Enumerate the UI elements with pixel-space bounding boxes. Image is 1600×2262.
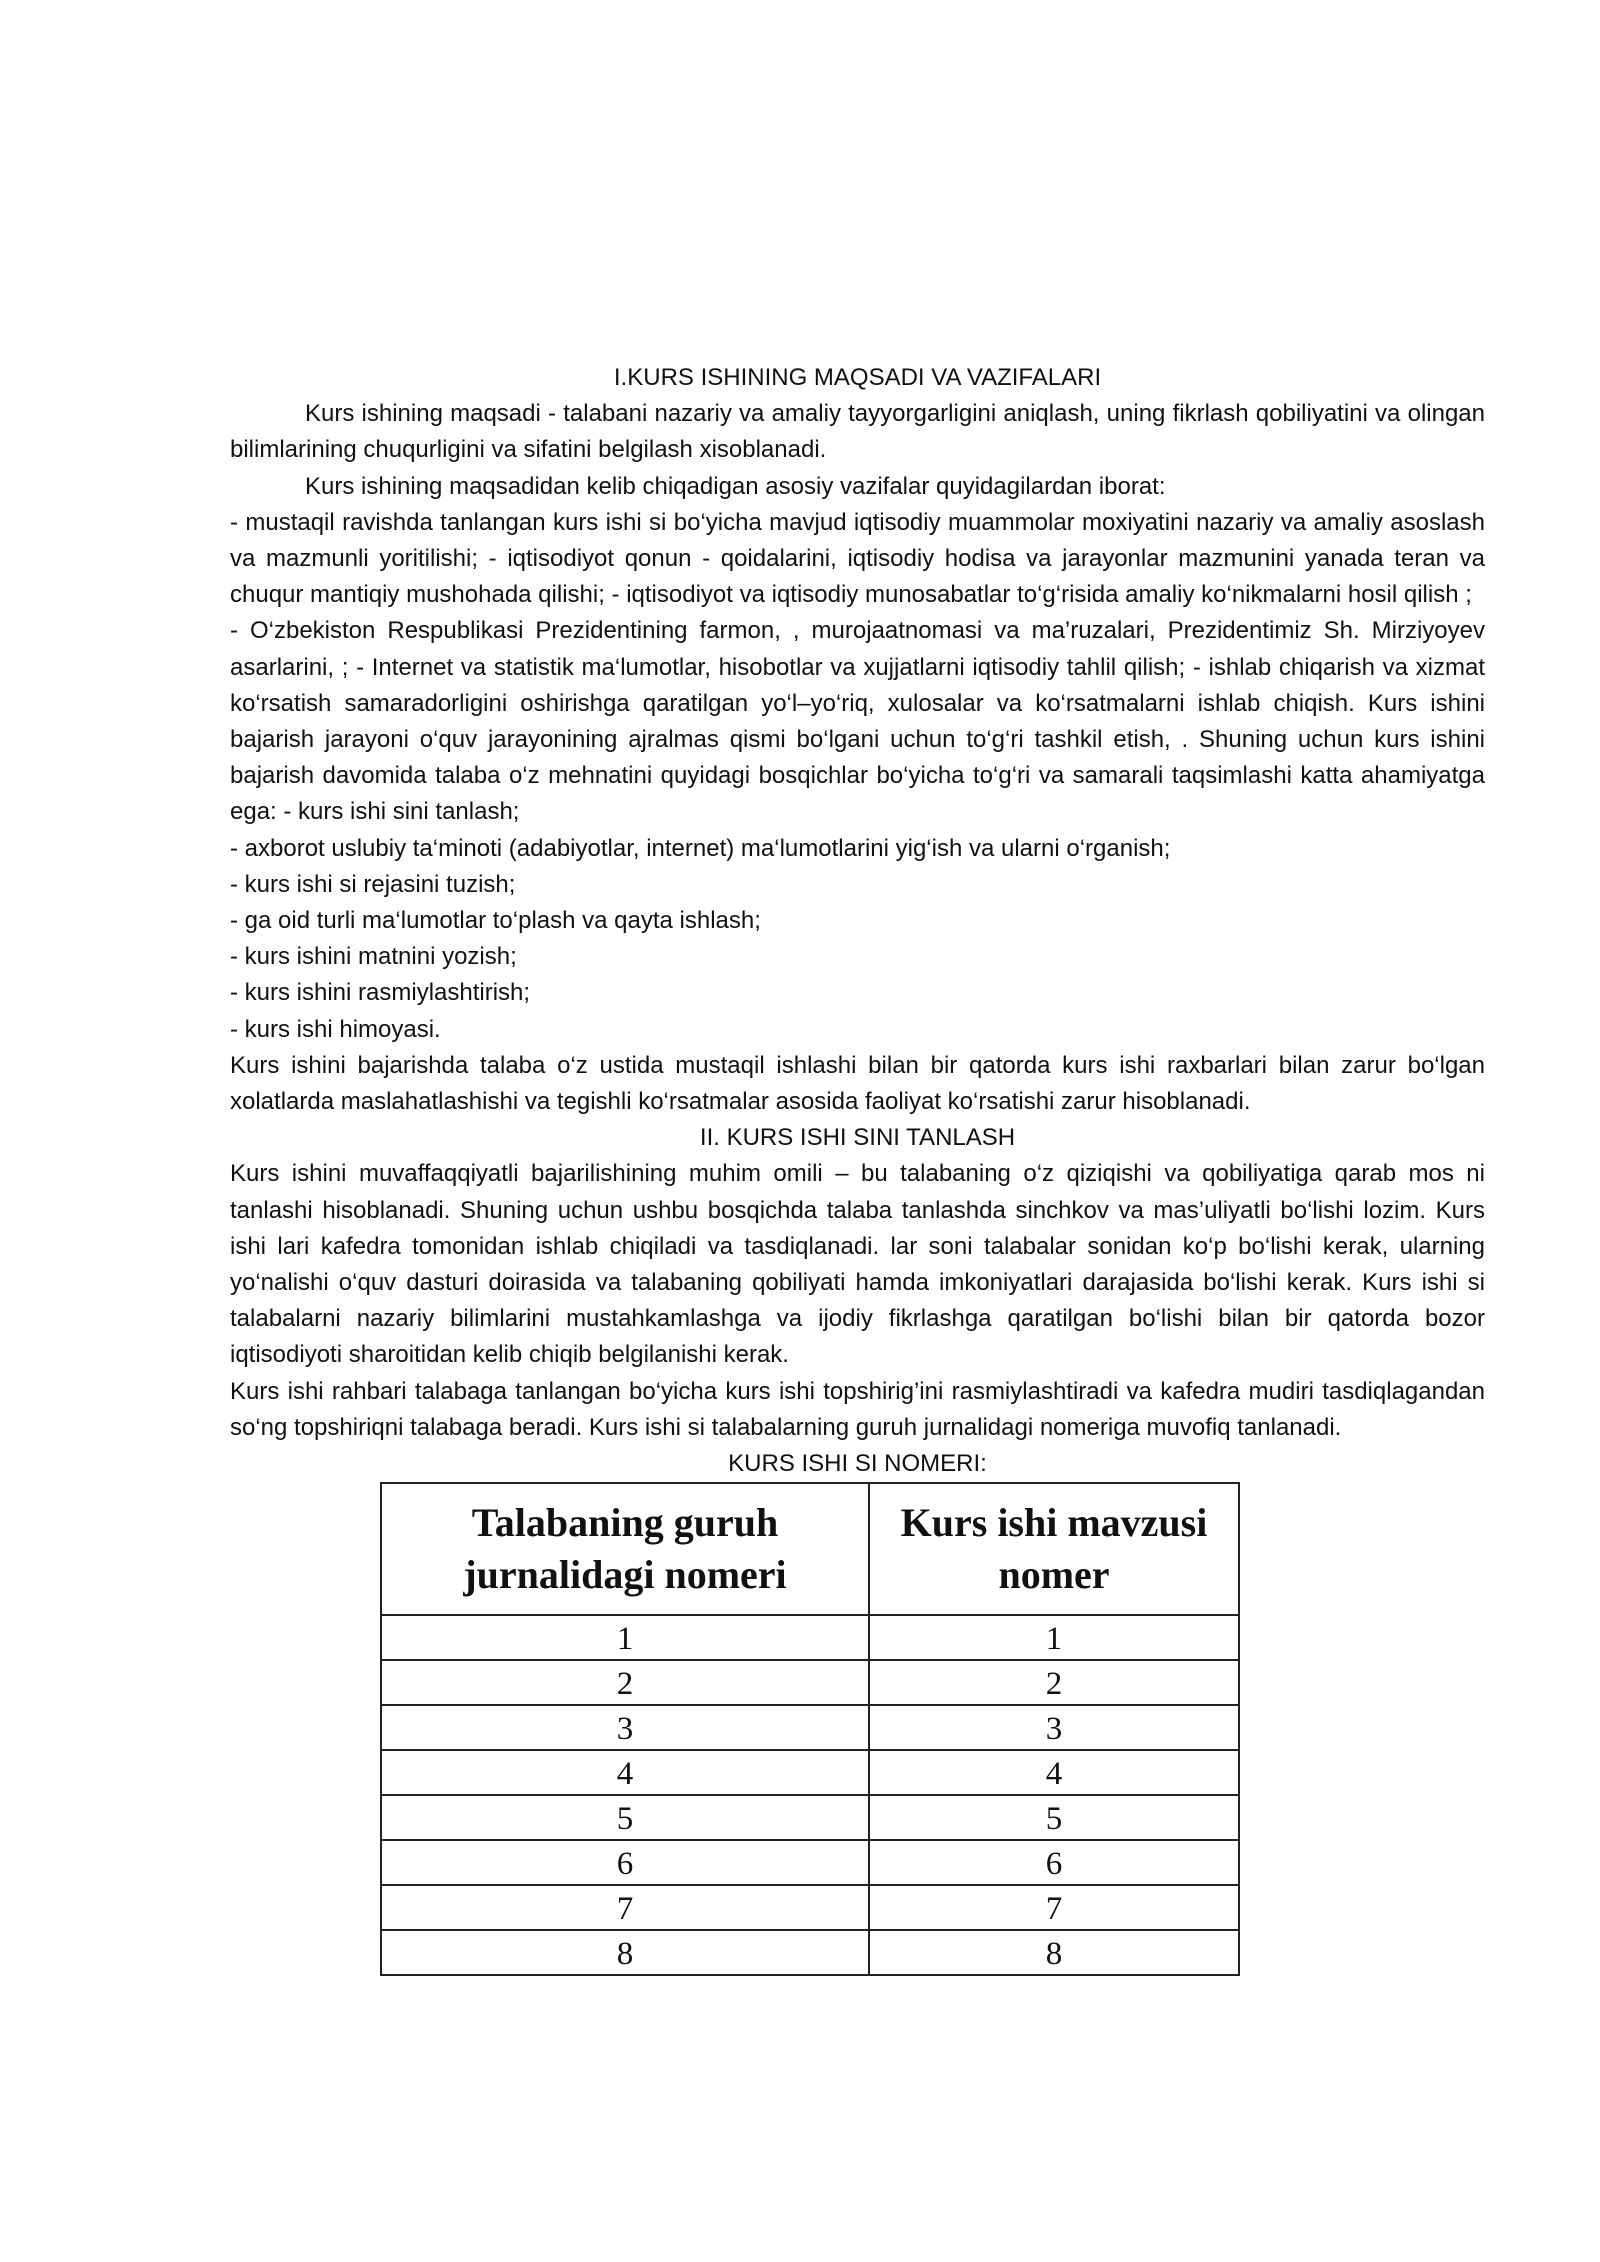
table-row	[381, 1615, 1239, 1660]
table-cell: 7	[381, 1885, 869, 1930]
section-2-title: II. KURS ISHI SINI TANLASH	[699, 1124, 1016, 1152]
table-row	[381, 1705, 1239, 1750]
paragraph-goal: Kurs ishining maqsadi - talabani nazariy va amaliy tayyorgarligini aniqlash, uning fikrlash qobiliyatini va olingan bilimlarining chuqurligini va sifatini belgilash xisoblanadi.	[230, 400, 1485, 464]
table-cell: 6	[869, 1840, 1239, 1885]
table-cell: 1	[869, 1615, 1239, 1660]
list-item: - ga oid turli ma‘lumotlar to‘plash va qayta ishlash;	[230, 907, 761, 935]
document-body	[230, 360, 1485, 1976]
table-cell: 1	[381, 1615, 869, 1660]
table-row	[381, 1750, 1239, 1795]
table-cell: 7	[869, 1885, 1239, 1930]
paragraph-assignment: Kurs ishi rahbari talabaga tanlangan bo‘yicha kurs ishi topshirig’ini rasmiylashtiradi va kafedra mudiri tasdiqlagandan so‘ng topshiriqni talabaga beradi. Kurs ishi si talabalarning guruh jurnalidagi nomeriga muvofiq tanlanadi.	[230, 1377, 1485, 1441]
table-cell: 4	[381, 1750, 869, 1795]
table-cell: 8	[869, 1930, 1239, 1975]
table-header-row	[381, 1483, 1239, 1615]
table-row	[381, 1885, 1239, 1930]
table-row	[381, 1930, 1239, 1975]
topic-number-table	[380, 1482, 1240, 1976]
table-row	[381, 1840, 1239, 1885]
table-caption: KURS ISHI SI NOMERI:	[728, 1450, 987, 1478]
table-cell: 6	[381, 1840, 869, 1885]
table-cell: 4	[869, 1750, 1239, 1795]
table-cell: 5	[869, 1795, 1239, 1840]
table-row	[381, 1660, 1239, 1705]
table-row	[381, 1795, 1239, 1840]
paragraph-tasks-2: - O‘zbekiston Respublikasi Prezidentining farmon, , murojaatnomasi va ma’ruzalari, Prezidentimiz Sh. Mirziyoyev asarlarini, ; - Internet va statistik ma‘lumotlar, hisobotlar va xujjatlarni iqtisodiy tahlil qilish; - ishlab chiqarish va xizmat ko‘rsatish samaradorligini oshirishga qaratilgan yo‘l–yo‘riq, xulosalar va ko‘rsatmalarni ishlab chiqish. Kurs ishini bajarish jarayoni o‘quv jarayonining ajralmas qismi bo‘lgani uchun to‘g‘ri tashkil etish, . Shuning uchun kurs ishini bajarish davomida talaba o‘z mehnatini quyidagi bosqichlar bo‘yicha to‘g‘ri va samarali taqsimlashi katta ahamiyatga ega: - kurs ishi sini tanlash;	[230, 617, 1485, 826]
table-cell: 2	[381, 1660, 869, 1705]
list-item: - kurs ishi himoyasi.	[230, 1015, 441, 1043]
stages-list	[230, 831, 1485, 1048]
paragraph-tasks-1: - mustaqil ravishda tanlangan kurs ishi si bo‘yicha mavjud iqtisodiy muammolar moxiyatini nazariy va amaliy asoslash va mazmunli yoritilishi; - iqtisodiyot qonun - qoidalarini, iqtisodiy hodisa va jarayonlar mazmunini yanada teran va chuqur mantiqiy mushohada qilishi; - iqtisodiyot va iqtisodiy munosabatlar to‘g‘risida amaliy ko‘nikmalarni hosil qilish ;	[230, 508, 1485, 609]
section-1-title: I.KURS ISHINING MAQSADI VA VAZIFALARI	[613, 364, 1102, 391]
paragraph-topic-selection: Kurs ishini muvaffaqqiyatli bajarilishining muhim omili – bu talabaning o‘z qiziqishi va qobiliyatiga qarab mos ni tanlashi hisoblanadi. Shuning uchun ushbu bosqichda talaba tanlashda sinchkov va mas’uliyatli bo‘lishi lozim. Kurs ishi lari kafedra tomonidan ishlab chiqiladi va tasdiqlanadi. lar soni talabalar sonidan ko‘p bo‘lishi kerak, ularning yo‘nalishi o‘quv dasturi doirasida va talabaning qobiliyati hamda imkoniyatlari darajasida bo‘lishi kerak. Kurs ishi si talabalarni nazariy bilimlarini mustahkamlashga va ijodiy fikrlashga qaratilgan bo‘lishi bilan bir qatorda bozor iqtisodiyoti sharoitidan kelib chiqib belgilanishi kerak.	[230, 1160, 1485, 1369]
paragraph-tasks-intro: Kurs ishining maqsadidan kelib chiqadigan asosiy vazifalar quyidagilardan iborat:	[305, 472, 1166, 500]
list-item: - kurs ishi si rejasini tuzish;	[230, 870, 516, 898]
list-item: - kurs ishini matnini yozish;	[230, 943, 517, 971]
table-cell: 3	[381, 1705, 869, 1750]
list-item: - kurs ishini rasmiylashtirish;	[230, 979, 531, 1007]
column-header-student-number: Talabaning guruh jurnalidagi nomeri	[381, 1483, 869, 1615]
paragraph-consultation: Kurs ishini bajarishda talaba o‘z ustida mustaqil ishlashi bilan bir qatorda kurs ishi raxbarlari bilan zarur bo‘lgan xolatlarda maslahatlashishi va tegishli ko‘rsatmalar asosida faoliyat ko‘rsatishi zarur hisoblanadi.	[230, 1051, 1485, 1116]
list-item: - axborot uslubiy ta‘minoti (adabiyotlar, internet) ma‘lumotlarini yig‘ish va ularni o‘rganish;	[230, 834, 1171, 862]
table-cell: 3	[869, 1705, 1239, 1750]
column-header-topic-number: Kurs ishi mavzusi nomer	[869, 1483, 1239, 1615]
table-cell: 5	[381, 1795, 869, 1840]
table-cell: 2	[869, 1660, 1239, 1705]
table-cell: 8	[381, 1930, 869, 1975]
